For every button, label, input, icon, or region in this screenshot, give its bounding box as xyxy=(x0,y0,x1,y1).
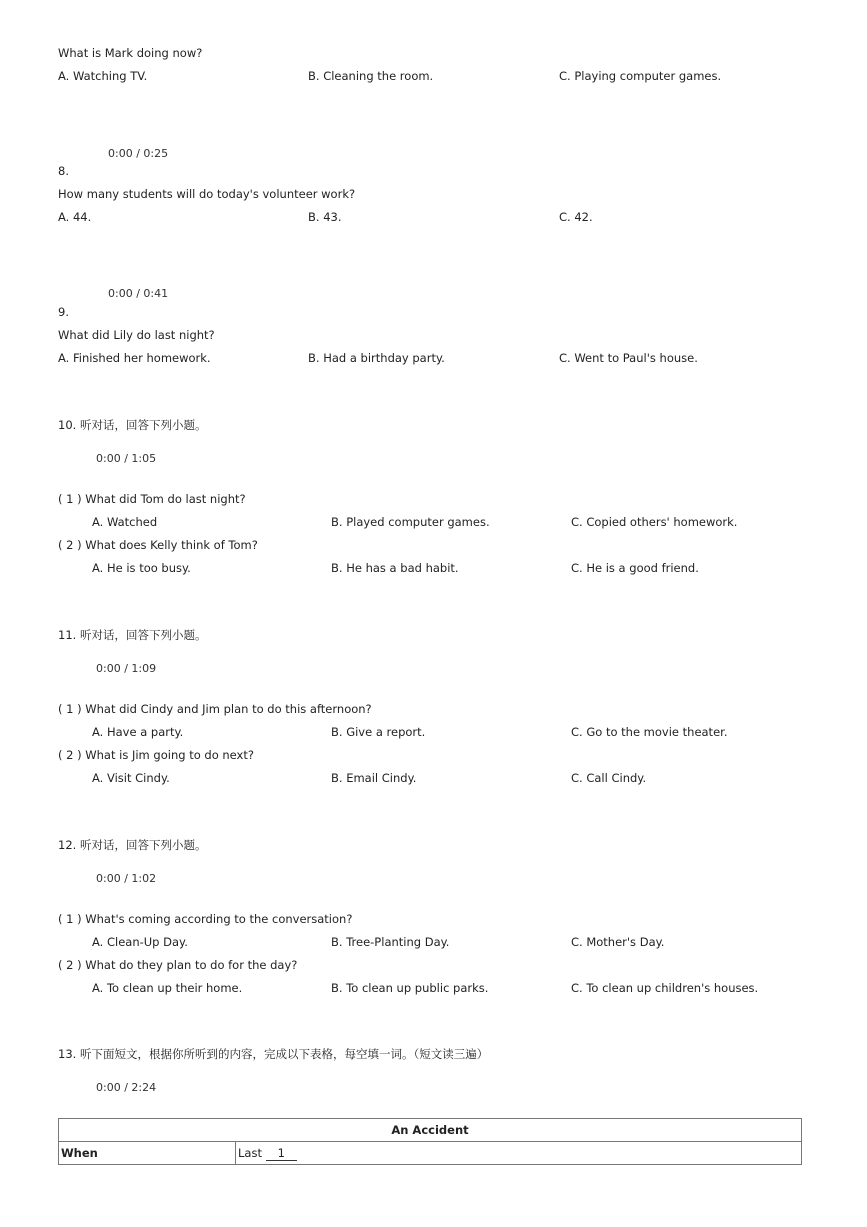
option-c[interactable]: C. Mother's Day. xyxy=(571,935,665,949)
option-a[interactable]: A. He is too busy. xyxy=(92,561,191,575)
audio-player-time[interactable]: 0:00 / 1:02 xyxy=(96,872,157,885)
option-c[interactable]: C. Go to the movie theater. xyxy=(571,725,728,739)
accident-table xyxy=(58,1118,802,1165)
sub-question-text: ( 1 ) What did Tom do last night? xyxy=(58,492,246,506)
option-a[interactable]: A. Clean-Up Day. xyxy=(92,935,188,949)
sub-question-text: ( 2 ) What do they plan to do for the day? xyxy=(58,958,298,972)
audio-player-time[interactable]: 0:00 / 1:05 xyxy=(96,452,157,465)
sub-question-text: ( 1 ) What's coming according to the conversation? xyxy=(58,912,353,926)
question-number: 8. xyxy=(58,164,69,178)
audio-player-time[interactable]: 0:00 / 2:24 xyxy=(96,1081,157,1094)
option-b[interactable]: B. Cleaning the room. xyxy=(308,69,434,83)
option-c[interactable]: C. Copied others' homework. xyxy=(571,515,738,529)
option-a[interactable]: A. Visit Cindy. xyxy=(92,771,170,785)
table-title: An Accident xyxy=(59,1119,802,1142)
table-row xyxy=(59,1142,802,1165)
option-b[interactable]: B. Played computer games. xyxy=(331,515,490,529)
option-b[interactable]: B. To clean up public parks. xyxy=(331,981,489,995)
sub-question-text: ( 2 ) What does Kelly think of Tom? xyxy=(58,538,258,552)
table-title-row xyxy=(59,1119,802,1142)
row-prefix: Last xyxy=(238,1145,266,1160)
option-c[interactable]: C. Went to Paul's house. xyxy=(559,351,698,365)
sub-question-text: ( 1 ) What did Cindy and Jim plan to do this afternoon? xyxy=(58,702,372,716)
option-b[interactable]: B. Tree-Planting Day. xyxy=(331,935,450,949)
option-a[interactable]: A. Have a party. xyxy=(92,725,184,739)
option-a[interactable]: A. 44. xyxy=(58,210,92,224)
question-text: How many students will do today's volunteer work? xyxy=(58,187,356,201)
section-heading: 10. 听对话，回答下列小题。 xyxy=(58,418,207,432)
option-a[interactable]: A. Finished her homework. xyxy=(58,351,211,365)
option-b[interactable]: B. Give a report. xyxy=(331,725,426,739)
question-text: What is Mark doing now? xyxy=(58,46,203,60)
row-label: When xyxy=(59,1142,236,1165)
audio-player-time[interactable]: 0:00 / 0:41 xyxy=(108,287,169,300)
question-text: What did Lily do last night? xyxy=(58,328,215,342)
option-c[interactable]: C. Call Cindy. xyxy=(571,771,647,785)
option-a[interactable]: A. To clean up their home. xyxy=(92,981,243,995)
option-a[interactable]: A. Watching TV. xyxy=(58,69,148,83)
option-a[interactable]: A. Watched xyxy=(92,515,158,529)
section-heading: 11. 听对话，回答下列小题。 xyxy=(58,628,207,642)
option-c[interactable]: C. He is a good friend. xyxy=(571,561,699,575)
question-number: 9. xyxy=(58,305,69,319)
sub-question-text: ( 2 ) What is Jim going to do next? xyxy=(58,748,254,762)
section-heading: 13. 听下面短文，根据你所听到的内容，完成以下表格，每空填一词。（短文读三遍） xyxy=(58,1047,489,1061)
audio-player-time[interactable]: 0:00 / 0:25 xyxy=(108,147,169,160)
option-b[interactable]: B. Had a birthday party. xyxy=(308,351,445,365)
audio-player-time[interactable]: 0:00 / 1:09 xyxy=(96,662,157,675)
blank-field[interactable]: 1 xyxy=(266,1147,297,1161)
option-c[interactable]: C. Playing computer games. xyxy=(559,69,722,83)
option-b[interactable]: B. He has a bad habit. xyxy=(331,561,459,575)
option-c[interactable]: C. 42. xyxy=(559,210,593,224)
option-c[interactable]: C. To clean up children's houses. xyxy=(571,981,759,995)
option-b[interactable]: B. Email Cindy. xyxy=(331,771,417,785)
section-heading: 12. 听对话，回答下列小题。 xyxy=(58,838,207,852)
row-value xyxy=(236,1142,802,1165)
option-b[interactable]: B. 43. xyxy=(308,210,342,224)
